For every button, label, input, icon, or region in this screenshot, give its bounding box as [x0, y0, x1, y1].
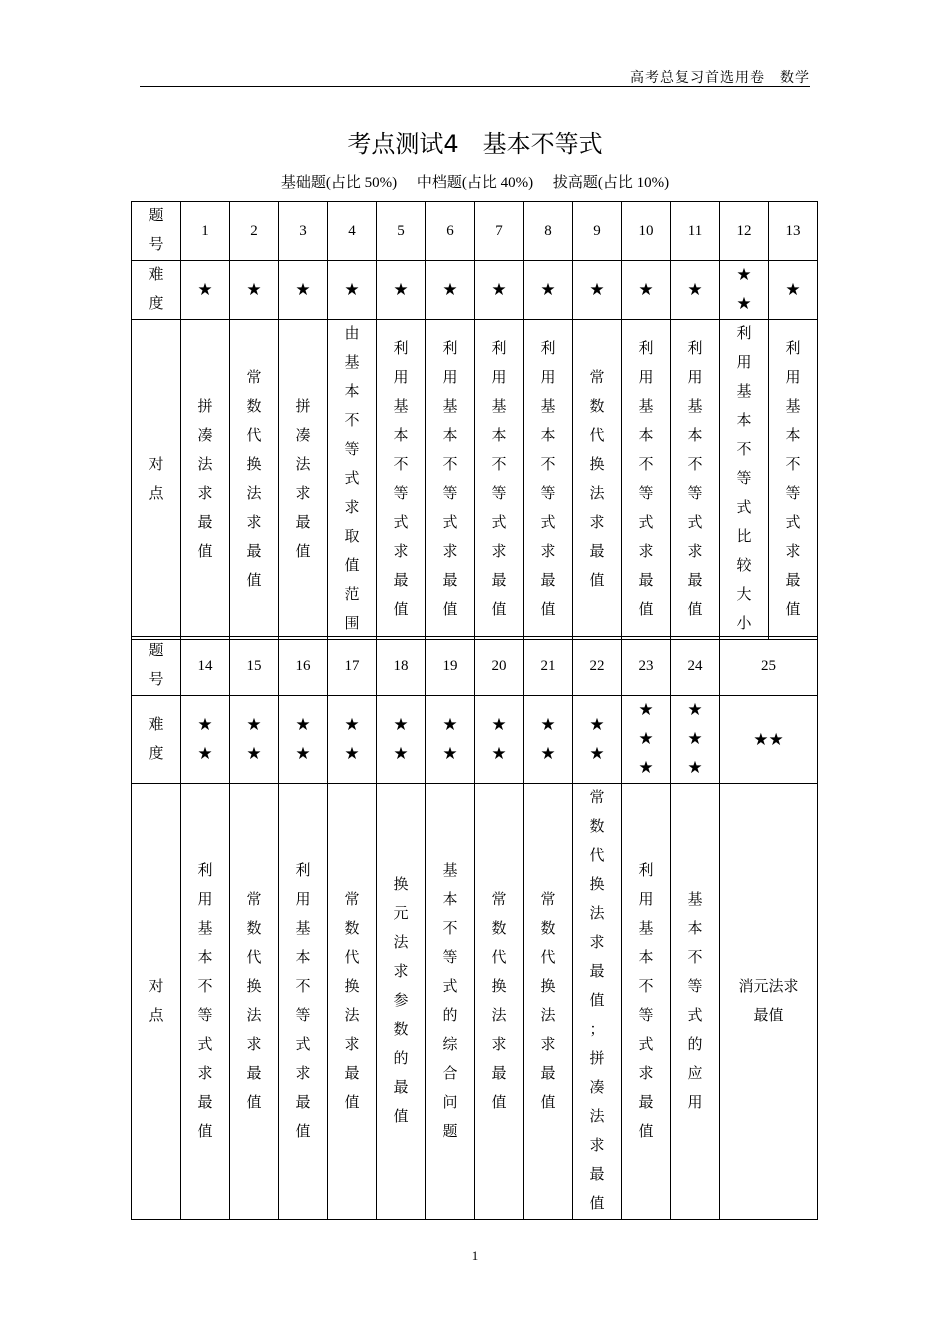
difficulty-stars: ★	[377, 261, 426, 320]
difficulty-stars: ★	[328, 261, 377, 320]
difficulty-row	[132, 261, 818, 320]
difficulty-stars: ★★	[720, 696, 818, 784]
number-label: 题 号	[132, 637, 181, 696]
topic-text: 利 用 基 本 不 等 式 求 最 值	[377, 320, 426, 640]
topic-text: 基 本 不 等 式 的 应 用	[671, 784, 720, 1220]
difficulty-stars: ★ ★	[230, 696, 279, 784]
question-number: 19	[426, 637, 475, 696]
difficulty-row	[132, 696, 818, 784]
difficulty-label: 难 度	[132, 696, 181, 784]
topic-text: 利 用 基 本 不 等 式 求 最 值	[426, 320, 475, 640]
question-number: 14	[181, 637, 230, 696]
question-number: 8	[524, 202, 573, 261]
hard-ratio: 拔高题(占比 10%)	[552, 175, 670, 191]
topic-text: 利 用 基 本 不 等 式 求 最 值	[181, 784, 230, 1220]
question-number: 23	[622, 637, 671, 696]
difficulty-stars: ★	[279, 261, 328, 320]
question-number: 18	[377, 637, 426, 696]
question-number: 9	[573, 202, 622, 261]
difficulty-stars: ★ ★	[573, 696, 622, 784]
question-number: 20	[475, 637, 524, 696]
difficulty-stars: ★ ★	[279, 696, 328, 784]
topic-table-1	[131, 201, 818, 640]
difficulty-stars: ★	[230, 261, 279, 320]
page-title: 考点测试4 基本不等式	[347, 130, 603, 158]
topic-text: 基 本 不 等 式 的 综 合 问 题	[426, 784, 475, 1220]
difficulty-stars: ★ ★ ★	[671, 696, 720, 784]
topic-text: 常 数 代 换 法 求 最 值	[475, 784, 524, 1220]
topic-text: 利 用 基 本 不 等 式 求 最 值	[475, 320, 524, 640]
difficulty-stars: ★ ★	[426, 696, 475, 784]
difficulty-stars: ★	[671, 261, 720, 320]
difficulty-stars: ★ ★	[377, 696, 426, 784]
basic-ratio: 基础题(占比 50%)	[280, 175, 398, 191]
difficulty-label: 难 度	[132, 261, 181, 320]
difficulty-stars: ★ ★	[475, 696, 524, 784]
page-number: 1	[471, 1248, 479, 1263]
topic-text: 利 用 基 本 不 等 式 求 最 值	[524, 320, 573, 640]
difficulty-stars: ★	[769, 261, 818, 320]
question-number: 25	[720, 637, 818, 696]
difficulty-stars: ★	[426, 261, 475, 320]
topic-label: 对 点	[132, 320, 181, 640]
question-number: 7	[475, 202, 524, 261]
topic-text: 常 数 代 换 法 求 最 值	[328, 784, 377, 1220]
topic-text: 常 数 代 换 法 求 最 值	[230, 784, 279, 1220]
number-row	[132, 637, 818, 696]
difficulty-distribution	[0, 171, 950, 192]
header-divider	[140, 86, 810, 87]
topic-text: 利 用 基 本 不 等 式 比 较 大 小	[720, 320, 769, 640]
medium-ratio: 中档题(占比 40%)	[416, 175, 534, 191]
question-number: 22	[573, 637, 622, 696]
topic-text: 利 用 基 本 不 等 式 求 最 值	[279, 784, 328, 1220]
number-row	[132, 202, 818, 261]
header-text: 高考总复习首选用卷 数学	[630, 71, 810, 86]
question-number: 16	[279, 637, 328, 696]
topic-text: 常 数 代 换 法 求 最 值 ； 拼 凑 法 求 最 值	[573, 784, 622, 1220]
difficulty-stars: ★	[622, 261, 671, 320]
difficulty-stars: ★	[181, 261, 230, 320]
topic-text: 拼 凑 法 求 最 值	[181, 320, 230, 640]
question-number: 13	[769, 202, 818, 261]
question-number: 11	[671, 202, 720, 261]
topic-label: 对 点	[132, 784, 181, 1220]
difficulty-stars: ★ ★	[720, 261, 769, 320]
topic-text: 拼 凑 法 求 最 值	[279, 320, 328, 640]
difficulty-stars: ★ ★ ★	[622, 696, 671, 784]
topic-text: 利 用 基 本 不 等 式 求 最 值	[622, 784, 671, 1220]
question-number: 10	[622, 202, 671, 261]
topic-text: 常 数 代 换 法 求 最 值	[230, 320, 279, 640]
question-number: 2	[230, 202, 279, 261]
question-number: 1	[181, 202, 230, 261]
topic-text: 换 元 法 求 参 数 的 最 值	[377, 784, 426, 1220]
question-number: 4	[328, 202, 377, 261]
number-label: 题 号	[132, 202, 181, 261]
question-number: 15	[230, 637, 279, 696]
question-number: 21	[524, 637, 573, 696]
question-number: 12	[720, 202, 769, 261]
topic-row	[132, 320, 818, 640]
topic-text: 由 基 本 不 等 式 求 取 值 范 围	[328, 320, 377, 640]
question-number: 17	[328, 637, 377, 696]
difficulty-stars: ★	[475, 261, 524, 320]
difficulty-stars: ★ ★	[524, 696, 573, 784]
topic-text: 利 用 基 本 不 等 式 求 最 值	[671, 320, 720, 640]
topic-text: 常 数 代 换 法 求 最 值	[573, 320, 622, 640]
difficulty-stars: ★ ★	[328, 696, 377, 784]
difficulty-stars: ★	[573, 261, 622, 320]
topic-table-2	[131, 636, 818, 1220]
topic-text: 利 用 基 本 不 等 式 求 最 值	[622, 320, 671, 640]
topic-row	[132, 784, 818, 1220]
question-number: 5	[377, 202, 426, 261]
question-number: 3	[279, 202, 328, 261]
topic-text: 常 数 代 换 法 求 最 值	[524, 784, 573, 1220]
difficulty-stars: ★ ★	[181, 696, 230, 784]
question-number: 24	[671, 637, 720, 696]
topic-text: 消元法求最值	[720, 784, 818, 1220]
topic-text: 利 用 基 本 不 等 式 求 最 值	[769, 320, 818, 640]
question-number: 6	[426, 202, 475, 261]
difficulty-stars: ★	[524, 261, 573, 320]
